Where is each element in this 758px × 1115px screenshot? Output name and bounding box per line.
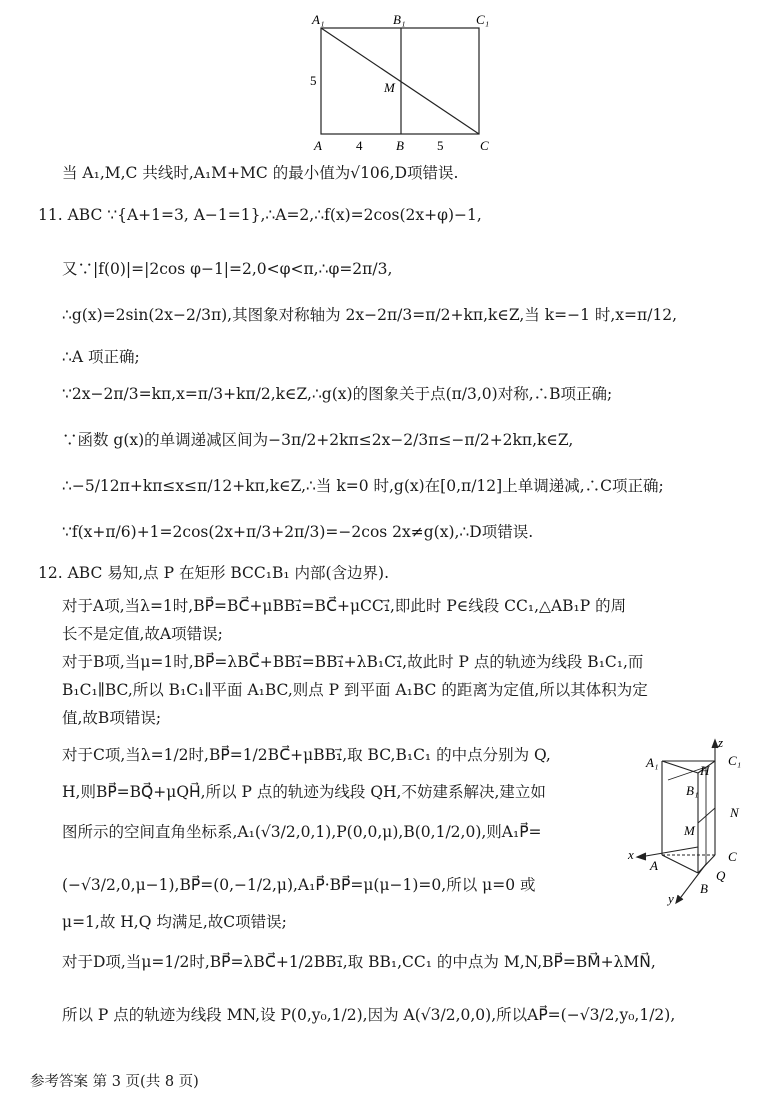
text-line: 对于B项,当μ=1时,BP⃗=λBC⃗+BB₁⃗=BB₁⃗+λB₁C₁⃗,故此时 P 点的轨迹为线段 B₁C₁,而 xyxy=(62,653,644,671)
label-b1: B₁ xyxy=(393,12,406,27)
text-line: 对于C项,当λ=1/2时,BP⃗=1/2BC⃗+μBB₁⃗,取 BC,B₁C₁ 的中点分别为 Q, xyxy=(62,746,551,764)
label-c1: C₁ xyxy=(728,753,742,768)
text-line: 图所示的空间直角坐标系,A₁(√3/2,0,1),P(0,0,μ),B(0,1/2,0),则A₁P⃗= xyxy=(62,823,542,841)
text-line: 对于D项,当μ=1/2时,BP⃗=λBC⃗+1/2BB₁⃗,取 BB₁,CC₁ 的中点为 M,N,BP⃗=BM⃗+λMN⃗, xyxy=(62,953,656,971)
text-line: ∵2x−2π/3=kπ,x=π/3+kπ/2,k∈Z,∴g(x)的图象关于点(π/3,0)对称,∴B项正确; xyxy=(62,385,613,403)
label-left-length: 5 xyxy=(310,73,317,88)
text-line: 对于A项,当λ=1时,BP⃗=BC⃗+μBB₁⃗=BC⃗+μCC₁⃗,即此时 P∈线段 CC₁,△AB₁P 的周 xyxy=(62,597,627,615)
label-q: Q xyxy=(716,868,726,883)
label-a: A xyxy=(650,858,658,873)
label-b: B xyxy=(396,138,404,153)
label-m: M xyxy=(384,80,395,95)
label-ab-length: 4 xyxy=(356,138,363,153)
text-line: ∴−5/12π+kπ≤x≤π/12+kπ,k∈Z,∴当 k=0 时,g(x)在[0,π/12]上单调递减,∴C项正确; xyxy=(62,477,664,495)
text-line: 值,故B项错误; xyxy=(62,709,162,727)
label-b1: B₁ xyxy=(686,783,699,798)
text-line: 当 A₁,M,C 共线时,A₁M+MC 的最小值为√106,D项错误. xyxy=(62,164,459,182)
text-line: ∴A 项正确; xyxy=(62,348,140,366)
label-a1: A₁ xyxy=(312,12,325,27)
label-y-axis: y xyxy=(668,891,674,906)
text-line: 长不是定值,故A项错误; xyxy=(62,625,223,643)
text-line: 又∵|f(0)|=|2cos φ−1|=2,0<φ<π,∴φ=2π/3, xyxy=(62,260,393,278)
text-line: 所以 P 点的轨迹为线段 MN,设 P(0,y₀,1/2),因为 A(√3/2,0,0),所以AP⃗=(−√3/2,y₀,1/2), xyxy=(62,1006,676,1024)
label-h: H xyxy=(700,763,710,778)
label-a1: A₁ xyxy=(646,755,659,770)
label-b: B xyxy=(700,881,708,896)
page-footer: 参考答案 第 3 页(共 8 页) xyxy=(30,1074,199,1090)
text-line: ∴g(x)=2sin(2x−2/3π),其图象对称轴为 2x−2π/3=π/2+kπ,k∈Z,当 k=−1 时,x=π/12, xyxy=(62,306,678,324)
text-line: H,则BP⃗=BQ⃗+μQH⃗,所以 P 点的轨迹为线段 QH,不妨建系解决,建立如 xyxy=(62,783,546,801)
label-c: C xyxy=(728,849,737,864)
text-line: (−√3/2,0,μ−1),BP⃗=(0,−1/2,μ),A₁P⃗·BP⃗=μ(μ−1)=0,所以 μ=0 或 xyxy=(62,876,536,894)
label-c: C xyxy=(480,138,489,153)
text-line: 12. ABC 易知,点 P 在矩形 BCC₁B₁ 内部(含边界). xyxy=(38,564,390,582)
label-bc-length: 5 xyxy=(437,138,444,153)
text-line: ∵f(x+π/6)+1=2cos(2x+π/3+2π/3)=−2cos 2x≠g(x),∴D项错误. xyxy=(62,523,534,541)
label-m: M xyxy=(684,823,695,838)
label-z-axis: z xyxy=(718,735,724,750)
label-a: A xyxy=(314,138,322,153)
label-c1: C₁ xyxy=(476,12,490,27)
text-line: ∵函数 g(x)的单调递减区间为−3π/2+2kπ≤2x−2/3π≤−π/2+2kπ,k∈Z, xyxy=(62,431,574,449)
prism-figure xyxy=(622,735,758,915)
label-x-axis: x xyxy=(628,847,634,862)
text-line: μ=1,故 H,Q 均满足,故C项错误; xyxy=(62,913,287,931)
rectangle-figure xyxy=(300,8,510,160)
text-line: B₁C₁∥BC,所以 B₁C₁∥平面 A₁BC,则点 P 到平面 A₁BC 的距离为定值,所以其体积为定 xyxy=(62,681,648,699)
text-line: 11. ABC ∵{A+1=3, A−1=1},∴A=2,∴f(x)=2cos(2x+φ)−1, xyxy=(38,206,482,224)
label-n: N xyxy=(730,805,739,820)
